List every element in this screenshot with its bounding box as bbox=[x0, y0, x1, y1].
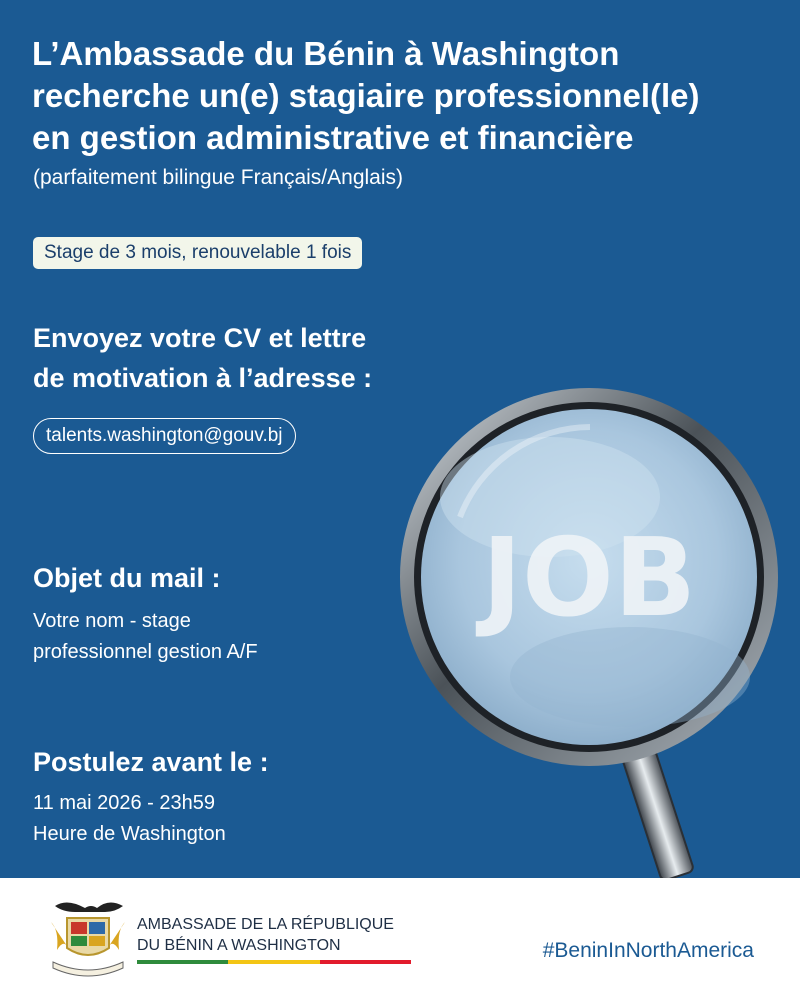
deadline-text bbox=[33, 788, 226, 850]
stage-duration-badge: Stage de 3 mois, renouvelable 1 fois bbox=[33, 237, 362, 269]
flag-stripe-green bbox=[137, 960, 228, 964]
flag-stripe-red bbox=[320, 960, 411, 964]
deadline-timezone: Heure de Washington bbox=[33, 823, 226, 845]
magnifier-job-text: JOB bbox=[481, 516, 697, 641]
email-address-pill[interactable]: talents.washington@gouv.bj bbox=[33, 418, 296, 454]
send-heading-line-2: de motivation à l’adresse : bbox=[33, 363, 373, 393]
send-instructions-heading bbox=[33, 318, 372, 398]
deadline-heading: Postulez avant le : bbox=[33, 747, 269, 777]
headline-line-2: recherche un(e) stagiaire professionnel(le) bbox=[32, 77, 700, 114]
footer bbox=[0, 878, 800, 1000]
embassy-name-line-1: AMBASSADE DE LA RÉPUBLIQUE bbox=[137, 916, 394, 933]
bilingual-subtitle: (parfaitement bilingue Français/Anglais) bbox=[33, 166, 404, 189]
mail-subject-text bbox=[33, 606, 258, 668]
mail-subject-line-1: Votre nom - stage bbox=[33, 610, 191, 632]
mail-subject-heading: Objet du mail : bbox=[33, 563, 221, 593]
deadline-date: 11 mai 2026 - 23h59 bbox=[33, 792, 215, 814]
headline-line-3: en gestion administrative et financière bbox=[32, 119, 634, 156]
flag-stripe-yellow bbox=[228, 960, 319, 964]
send-heading-line-1: Envoyez votre CV et lettre bbox=[33, 323, 367, 353]
benin-flag-stripe bbox=[137, 960, 411, 964]
benin-coat-of-arms-icon bbox=[45, 900, 131, 980]
headline-line-1: L’Ambassade du Bénin à Washington bbox=[32, 35, 620, 72]
headline bbox=[32, 33, 772, 159]
hashtag-link[interactable]: #BeninInNorthAmerica bbox=[542, 939, 754, 962]
embassy-name bbox=[137, 914, 394, 956]
mail-subject-line-2: professionnel gestion A/F bbox=[33, 641, 258, 663]
embassy-name-line-2: DU BÉNIN A WASHINGTON bbox=[137, 937, 341, 954]
magnifying-glass-icon bbox=[400, 387, 780, 887]
